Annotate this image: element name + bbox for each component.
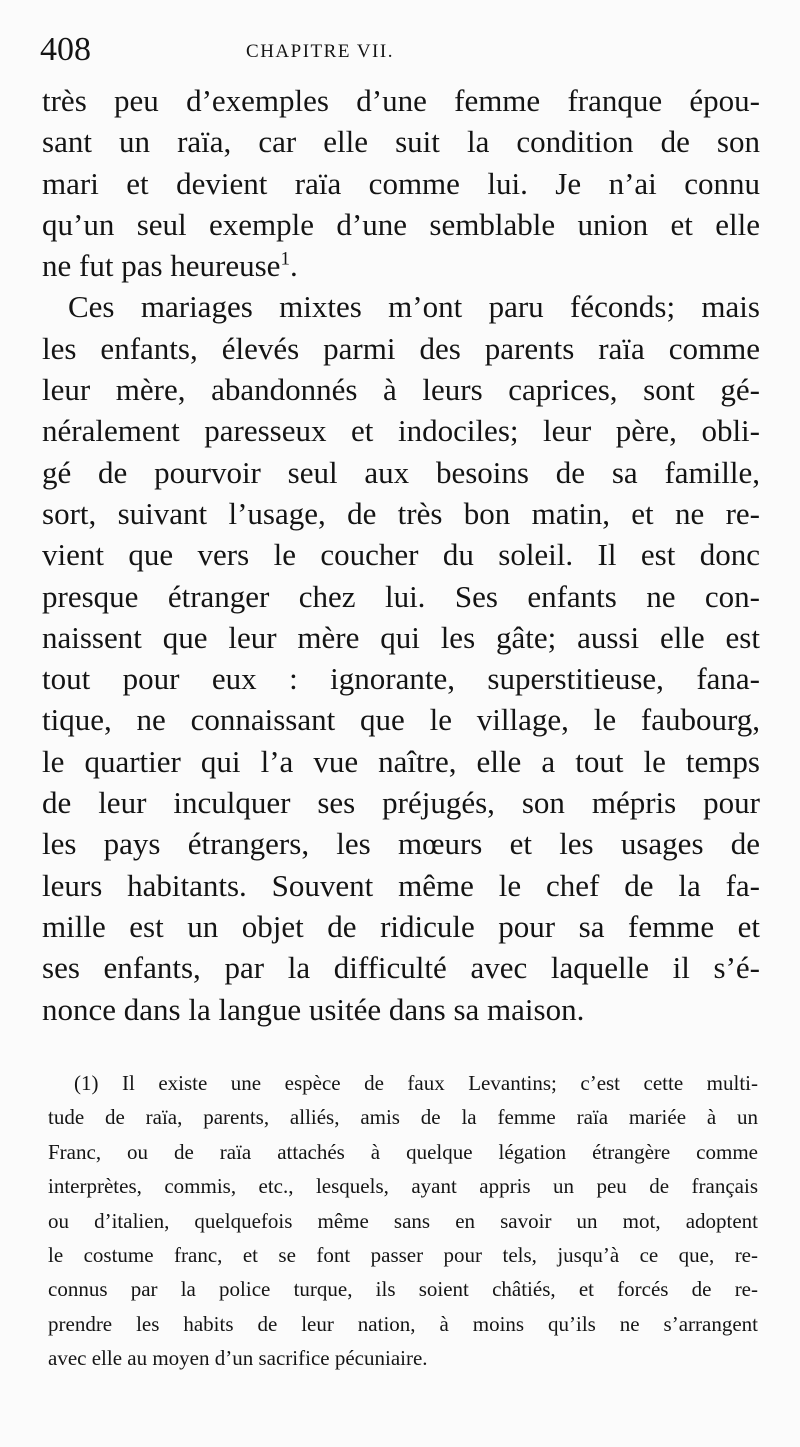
text-line: les pays étrangers, les mœurs et les usages de [42,826,760,862]
text-line: presque étranger chez lui. Ses enfants ne con- [42,578,760,614]
footnote-line: (1) Il existe une espèce de faux Levantins; c’est cette multi- [74,1071,758,1095]
text-line: mari et devient raïa comme lui. Je n’ai connu [42,165,760,201]
text-line: gé de pourvoir seul aux besoins de sa famille, [42,454,760,490]
body-text [42,80,760,1030]
text-line: nonce dans la langue usitée dans sa maison. [42,991,585,1027]
page-number: 408 [40,31,91,68]
text-line: sort, suivant l’usage, de très bon matin, et ne re- [42,495,760,531]
page-header [40,28,760,78]
text-segment: ne fut pas heureuse [42,248,281,284]
footnote-line: prendre les habits de leur nation, à moins qu’ils ne s’arrangent [48,1311,758,1336]
text-line [42,245,760,286]
text-line: le quartier qui l’a vue naître, elle a tout le temps [42,743,760,779]
text-line: les enfants, élevés parmi des parents raïa comme [42,330,760,366]
text-segment: . [289,248,298,284]
text-line: ses enfants, par la difficulté avec laquelle il s’é- [42,950,760,986]
footnote-line: ou d’italien, quelquefois même sans en savoir un mot, adoptent [48,1208,758,1233]
text-line: de leur inculquer ses préjugés, son mépris pour [42,785,760,821]
text-line: Ces mariages mixtes m’ont paru féconds; mais [68,289,760,325]
text-line: naissent que leur mère qui les gâte; aussi elle est [42,619,760,655]
text-line: très peu d’exemples d’une femme franque épou- [42,83,760,118]
text-line: tout pour eux : ignorante, superstitieuse, fana- [42,661,760,697]
text-line: leurs habitants. Souvent même le chef de la fa- [42,867,760,903]
text-line: tique, ne connaissant que le village, le faubourg, [42,702,760,738]
footnote-line: tude de raïa, parents, alliés, amis de la femme raïa mariée à un [48,1105,758,1130]
text-line: qu’un seul exemple d’une semblable union et elle [42,206,760,242]
text-line: leur mère, abandonnés à leurs caprices, sont gé- [42,372,760,408]
text-line: néralement paresseux et indociles; leur père, obli- [42,413,760,449]
text-line: sant un raïa, car elle suit la condition de son [42,124,760,160]
footnote-line: interprètes, commis, etc., lesquels, ayant appris un peu de français [48,1174,758,1199]
text-line: vient que vers le coucher du soleil. Il est donc [42,537,760,573]
footnote-line: le costume franc, et se font passer pour tels, jusqu’à ce que, re- [48,1242,758,1267]
footnote-reference: 1 [280,248,290,270]
text-line: mille est un objet de ridicule pour sa femme et [42,908,760,944]
footnote [48,1066,758,1376]
footnote-line: connus par la police turque, ils soient châtiés, et forcés de re- [48,1277,758,1302]
running-head: CHAPITRE VII. [246,41,394,62]
footnote-line: avec elle au moyen d’un sacrifice pécuniaire. [48,1346,428,1371]
footnote-line: Franc, ou de raïa attachés à quelque légation étrangère comme [48,1139,758,1164]
